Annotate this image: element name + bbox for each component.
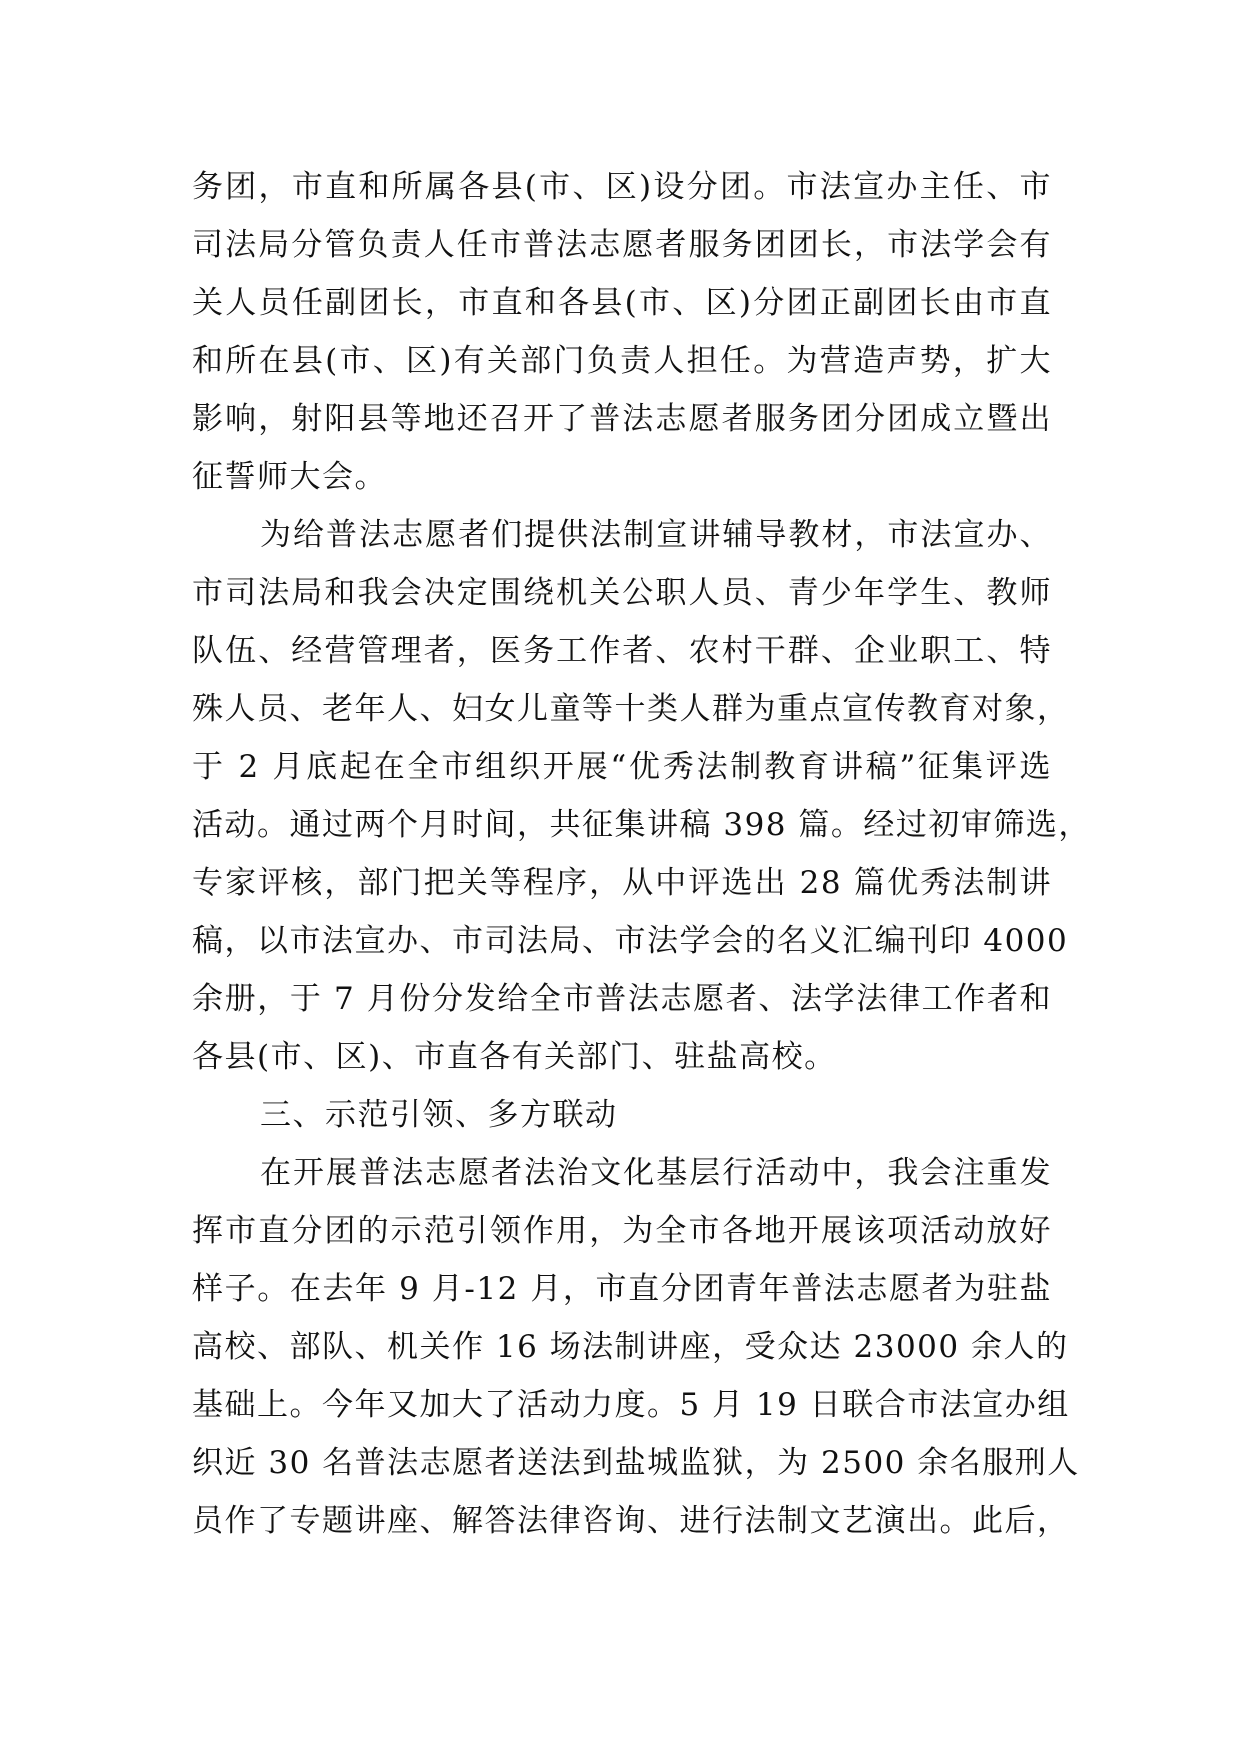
text-line: 活动。通过两个月时间，共征集讲稿 398 篇。经过初审筛选， [192, 807, 1091, 843]
text-line: 样子。在去年 9 月-12 月，市直分团青年普法志愿者为驻盐 [192, 1271, 1052, 1307]
text-line: 高校、部队、机关作 16 场法制讲座，受众达 23000 余人的 [192, 1329, 1069, 1365]
text-line: 基础上。今年又加大了活动力度。5 月 19 日联合市法宣办组 [192, 1387, 1070, 1423]
text-line: 各县(市、区)、市直各有关部门、驻盐高校。 [192, 1039, 837, 1075]
text-line: 和所在县(市、区)有关部门负责人担任。为营造声势，扩大 [192, 343, 1052, 379]
text-line: 于 2 月底起在全市组织开展“优秀法制教育讲稿”征集评选 [192, 749, 1052, 785]
text-line: 司法局分管负责人任市普法志愿者服务团团长，市法学会有 [192, 227, 1052, 263]
text-line: 挥市直分团的示范引领作用，为全市各地开展该项活动放好 [192, 1213, 1052, 1249]
text-line: 市司法局和我会决定围绕机关公职人员、青少年学生、教师 [192, 575, 1052, 611]
text-line: 关人员任副团长，市直和各县(市、区)分团正副团长由市直 [192, 285, 1052, 321]
paragraph-first-line: 为给普法志愿者们提供法制宣讲辅导教材，市法宣办、 [260, 517, 1052, 553]
text-line: 务团，市直和所属各县(市、区)设分团。市法宣办主任、市 [192, 169, 1052, 205]
text-line: 专家评核，部门把关等程序，从中评选出 28 篇优秀法制讲 [192, 865, 1052, 901]
body-text [192, 158, 1091, 1550]
text-line: 征誓师大会。 [192, 459, 387, 495]
text-line: 稿，以市法宣办、市司法局、市法学会的名义汇编刊印 4000 [192, 923, 1069, 959]
text-line: 殊人员、老年人、妇女儿童等十类人群为重点宣传教育对象， [192, 691, 1070, 727]
text-line: 队伍、经营管理者，医务工作者、农村干群、企业职工、特 [192, 633, 1052, 669]
text-line: 余册，于 7 月份分发给全市普法志愿者、法学法律工作者和 [192, 981, 1052, 1017]
text-line: 员作了专题讲座、解答法律咨询、进行法制文艺演出。此后， [192, 1503, 1070, 1539]
text-line: 影响，射阳县等地还召开了普法志愿者服务团分团成立暨出 [192, 401, 1052, 437]
text-line: 织近 30 名普法志愿者送法到盐城监狱，为 2500 余名服刑人 [192, 1445, 1080, 1481]
section-heading: 三、示范引领、多方联动 [260, 1097, 618, 1133]
paragraph-first-line: 在开展普法志愿者法治文化基层行活动中，我会注重发 [260, 1155, 1052, 1191]
